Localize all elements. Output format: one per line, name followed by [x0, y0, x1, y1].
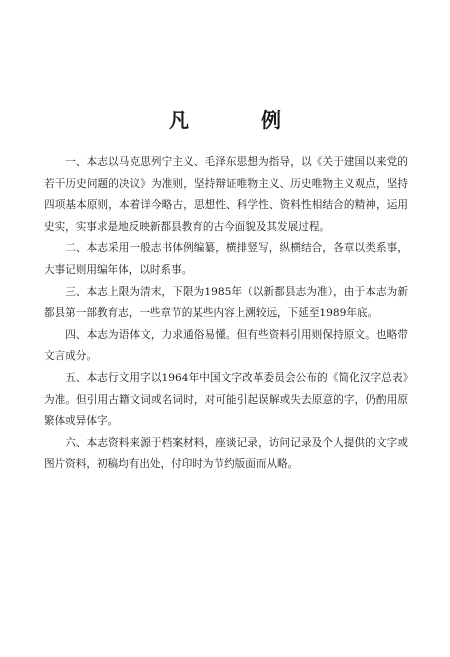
body-text	[44, 152, 408, 476]
paragraph-2: 二、本志采用一般志书体例编纂，横排竖写，纵横结合，各章以类系事，大事记则用编年体，以时系事。	[44, 242, 408, 276]
page-title: 凡 例	[169, 108, 307, 132]
paragraph-3: 三、本志上限为清末，下限为1985年（以新都县志为准），由于本志为新都县第一部教育志，一些章节的某些内容上溯较远，下延至1989年底。	[44, 285, 408, 320]
paragraph-4: 四、本志为语体文，力求通俗易懂。但有些资料引用则保持原文。也略带文言成分。	[44, 328, 408, 363]
paragraph-5: 五、本志行文用字以1964年中国文字改革委员会公布的《简化汉字总表》为准。但引用古籍文词或名词时，对可能引起误解或失去原意的字，仍酌用原繁体或异体字。	[44, 371, 408, 428]
paragraph-6: 六、本志资料来源于档案材料，座谈记录，访问记录及个人提供的文字或图片资料，初稿均有出处，付印时为节约版面而从略。	[44, 436, 408, 471]
paragraph-1: 一、本志以马克思列宁主义、毛泽东思想为指导，以《关于建国以来党的若干历史问题的决议》为准则，坚持辩证唯物主义、历史唯物主义观点，坚持四项基本原则，本着详今略古，思想性、科学性、资料性相结合的精神，运用史实，实事求是地反映新都县教育的古今面貌及其发展过程。	[44, 156, 408, 233]
